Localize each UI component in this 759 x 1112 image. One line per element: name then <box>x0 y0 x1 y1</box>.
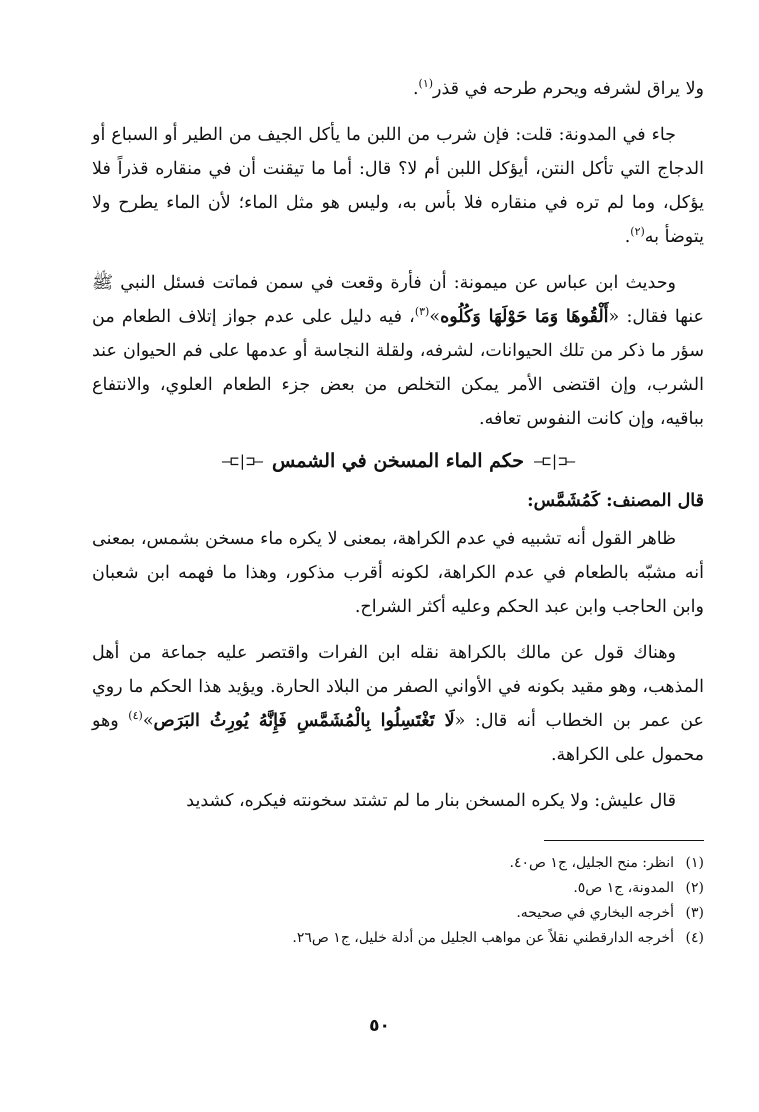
hadith-text: أَلْقُوهَا وَمَا حَوْلَهَا وَكُلُوه <box>440 307 609 327</box>
paragraph-text: وحديث ابن عباس عن ميمونة: أن فأرة وقعت في سمن فماتت فسئل النبي ﷺ عنها فقال: « <box>92 273 704 327</box>
paragraph-ulaysh <box>92 784 704 818</box>
footnote-ref[interactable]: (٣) <box>414 305 430 319</box>
footnote-number: (٢) <box>685 880 704 896</box>
footnote-text: أخرجه الدارقطني نقلاً عن مواهب الجليل من أدلة خليل، ج١ ص٢٦. <box>292 930 674 946</box>
footnote-text: أخرجه البخاري في صحيحه. <box>516 905 674 921</box>
paragraph-text: قال عليش: ولا يكره المسخن بنار ما لم تشتد سخونته فيكره، كشديد <box>186 791 676 811</box>
footnote-number: (٣) <box>685 905 704 921</box>
paragraph-text: ولا يراق لشرفه ويحرم طرحه في قذر <box>433 79 704 99</box>
heading-ornament-right: —⊏|⊐— <box>534 452 575 470</box>
footnote-text: انظر: منح الجليل، ج١ ص٤٠. <box>509 855 674 871</box>
paragraph-text: ظاهر القول أنه تشبيه في عدم الكراهة، بمعنى لا يكره ماء مسخن بشمس، بمعنى أنه مشبّه بالطعام في عدم الكراهة، لكونه أقرب مذكور، وهذا ما فهمه ابن شعبان وابن الحاجب وابن عبد الحكم وعليه أكثر الشراح. <box>92 529 704 617</box>
footnote-item <box>92 876 704 901</box>
footnote-item <box>92 926 704 951</box>
footnote-ref[interactable]: (١) <box>418 77 434 91</box>
paragraph-malik-opinion <box>92 636 704 772</box>
paragraph-text: . <box>412 79 419 99</box>
paragraph-text: وهناك قول عن مالك بالكراهة نقله ابن الفرات واقتصر عليه جماعة من أهل المذهب، وهو مقيد بكونه في الأواني الصفر من البلاد الحارة. ويؤيد هذا الحكم ما روي عن عمر بن الخطاب أنه قال: « <box>92 643 704 731</box>
heading-ornament-left: —⊏|⊐— <box>221 452 262 470</box>
paragraph-text: وهو محمول على الكراهة. <box>92 711 704 765</box>
footnotes <box>92 851 704 951</box>
footnote-ref[interactable]: (٤) <box>128 709 143 723</box>
footnote-divider <box>544 840 704 841</box>
footnote-ref[interactable]: (٢) <box>630 225 645 239</box>
footnote-number: (١) <box>685 855 704 871</box>
paragraph-text: . <box>624 227 631 247</box>
paragraph-hadith-maymuna <box>92 266 704 436</box>
paragraph-explanation <box>92 522 704 624</box>
hadith-text: لَا تَغْتَسِلُوا بِالْمُشَمَّسِ فَإِنَّهُ يُورِثُ البَرَص <box>153 711 455 731</box>
footnote-number: (٤) <box>685 930 704 946</box>
author-quote-label: قال المصنف: كَمُشَمَّس: <box>527 491 704 511</box>
paragraph-text: » <box>142 711 154 731</box>
paragraph-intro <box>92 72 704 106</box>
footnote-text: المدونة، ج١ ص٥. <box>573 880 674 896</box>
section-heading-row <box>92 450 704 472</box>
paragraph-text: » <box>429 307 441 327</box>
footnote-item <box>92 901 704 926</box>
section-heading: حكم الماء المسخن في الشمس <box>272 450 524 472</box>
paragraph-text: جاء في المدونة: قلت: فإن شرب من اللبن ما يأكل الجيف من الطير أو السباع أو الدجاج التي تأكل النتن، أيؤكل اللبن أم لا؟ قال: أما ما تيقنت أن في منقاره قذراً فلا يؤكل، وما لم تره في منقاره فلا بأس به، وليس هو مثل الماء؛ لأن الماء يطرح ولا يتوضأ به <box>92 125 704 247</box>
paragraph-mudawwana <box>92 118 704 254</box>
page-number: ٥٠ <box>369 1016 390 1036</box>
footnote-item <box>92 851 704 876</box>
paragraph-text: ، فيه دليل على عدم جواز إتلاف الطعام من سؤر ما ذكر من تلك الحيوانات، لشرفه، ولقلة النجاسة أو عدمها على فم الحيوان عند الشرب، وإن اقتضى الأمر يمكن التخلص من بعض جزء الطعام العلوي، والانتفاع بباقيه، وإن كانت النفوس تعافه. <box>92 307 704 429</box>
book-page <box>92 72 704 951</box>
